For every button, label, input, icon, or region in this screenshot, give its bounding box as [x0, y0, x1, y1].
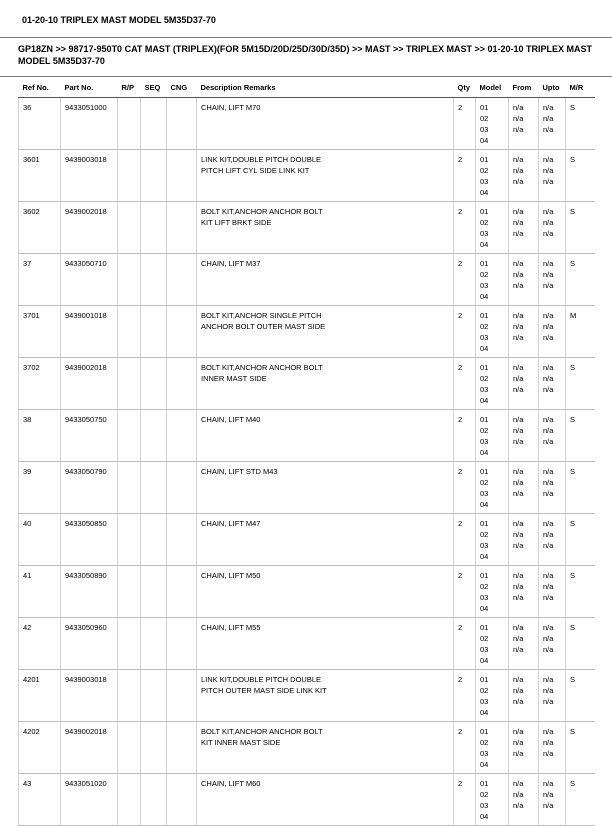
cell-upto: n/a n/a n/a: [539, 462, 566, 514]
cell-model: 01 02 03 04: [476, 566, 509, 618]
cell-model: 01 02 03 04: [476, 150, 509, 202]
cell-cng: [167, 202, 197, 254]
page-title: 01-20-10 TRIPLEX MAST MODEL 5M35D37-70: [22, 15, 216, 25]
cell-cng: [167, 462, 197, 514]
table-row: [19, 150, 595, 202]
table-row: [19, 306, 595, 358]
cell-ref-no: 3702: [19, 358, 61, 410]
cell-cng: [167, 254, 197, 306]
cell-mr: S: [566, 462, 595, 514]
cell-from: n/a n/a n/a: [509, 514, 539, 566]
cell-upto: n/a n/a n/a: [539, 722, 566, 774]
cell-model: 01 02 03 04: [476, 618, 509, 670]
cell-cng: [167, 618, 197, 670]
cell-part-no: 9439001018: [61, 306, 118, 358]
cell-from: n/a n/a n/a: [509, 722, 539, 774]
cell-rp: [118, 98, 141, 150]
cell-ref-no: 3601: [19, 150, 61, 202]
cell-qty: 2: [454, 618, 476, 670]
cell-rp: [118, 722, 141, 774]
cell-upto: n/a n/a n/a: [539, 202, 566, 254]
cell-description: CHAIN, LIFT STD M43: [197, 462, 454, 514]
cell-qty: 2: [454, 202, 476, 254]
cell-description: CHAIN, LIFT M55: [197, 618, 454, 670]
cell-ref-no: 39: [19, 462, 61, 514]
column-header: Qty: [454, 77, 476, 98]
cell-rp: [118, 566, 141, 618]
cell-part-no: 9433050890: [61, 566, 118, 618]
cell-from: n/a n/a n/a: [509, 150, 539, 202]
cell-description: BOLT KIT,ANCHOR ANCHOR BOLT INNER MAST SIDE: [197, 358, 454, 410]
cell-qty: 2: [454, 150, 476, 202]
cell-part-no: 9433050960: [61, 618, 118, 670]
cell-model: 01 02 03 04: [476, 202, 509, 254]
cell-upto: n/a n/a n/a: [539, 98, 566, 150]
cell-qty: 2: [454, 410, 476, 462]
cell-part-no: 9439003018: [61, 670, 118, 722]
cell-ref-no: 43: [19, 774, 61, 826]
table-row: [19, 514, 595, 566]
cell-from: n/a n/a n/a: [509, 774, 539, 826]
cell-ref-no: 42: [19, 618, 61, 670]
cell-ref-no: 4202: [19, 722, 61, 774]
cell-seq: [141, 618, 167, 670]
cell-part-no: 9439002018: [61, 722, 118, 774]
cell-model: 01 02 03 04: [476, 358, 509, 410]
column-header: M/R: [566, 77, 595, 98]
cell-upto: n/a n/a n/a: [539, 254, 566, 306]
cell-rp: [118, 254, 141, 306]
cell-description: CHAIN, LIFT M40: [197, 410, 454, 462]
cell-ref-no: 37: [19, 254, 61, 306]
header-row: [19, 77, 595, 98]
column-header: From: [509, 77, 539, 98]
cell-upto: n/a n/a n/a: [539, 670, 566, 722]
cell-cng: [167, 150, 197, 202]
cell-mr: S: [566, 254, 595, 306]
cell-model: 01 02 03 04: [476, 670, 509, 722]
cell-part-no: 9439002018: [61, 202, 118, 254]
cell-mr: S: [566, 722, 595, 774]
cell-model: 01 02 03 04: [476, 774, 509, 826]
cell-mr: S: [566, 150, 595, 202]
table-row: [19, 566, 595, 618]
cell-cng: [167, 774, 197, 826]
cell-cng: [167, 514, 197, 566]
cell-from: n/a n/a n/a: [509, 306, 539, 358]
cell-ref-no: 3602: [19, 202, 61, 254]
cell-rp: [118, 462, 141, 514]
cell-upto: n/a n/a n/a: [539, 410, 566, 462]
cell-qty: 2: [454, 358, 476, 410]
cell-seq: [141, 410, 167, 462]
cell-seq: [141, 462, 167, 514]
cell-part-no: 9439002018: [61, 358, 118, 410]
table-row: [19, 358, 595, 410]
cell-mr: S: [566, 98, 595, 150]
cell-model: 01 02 03 04: [476, 410, 509, 462]
cell-upto: n/a n/a n/a: [539, 358, 566, 410]
table-row: [19, 202, 595, 254]
cell-part-no: 9433051020: [61, 774, 118, 826]
cell-upto: n/a n/a n/a: [539, 514, 566, 566]
cell-mr: S: [566, 774, 595, 826]
cell-description: CHAIN, LIFT M37: [197, 254, 454, 306]
cell-upto: n/a n/a n/a: [539, 306, 566, 358]
cell-part-no: 9433050790: [61, 462, 118, 514]
cell-part-no: 9433050750: [61, 410, 118, 462]
cell-seq: [141, 566, 167, 618]
cell-description: BOLT KIT,ANCHOR ANCHOR BOLT KIT INNER MAST SIDE: [197, 722, 454, 774]
cell-model: 01 02 03 04: [476, 254, 509, 306]
table-row: [19, 618, 595, 670]
cell-from: n/a n/a n/a: [509, 462, 539, 514]
cell-rp: [118, 774, 141, 826]
cell-mr: S: [566, 202, 595, 254]
cell-ref-no: 40: [19, 514, 61, 566]
cell-from: n/a n/a n/a: [509, 98, 539, 150]
cell-model: 01 02 03 04: [476, 462, 509, 514]
cell-mr: S: [566, 670, 595, 722]
column-header: Part No.: [61, 77, 118, 98]
cell-seq: [141, 254, 167, 306]
cell-qty: 2: [454, 722, 476, 774]
cell-seq: [141, 670, 167, 722]
table-row: [19, 722, 595, 774]
cell-rp: [118, 150, 141, 202]
cell-seq: [141, 306, 167, 358]
cell-qty: 2: [454, 670, 476, 722]
table-row: [19, 98, 595, 150]
cell-cng: [167, 306, 197, 358]
table-row: [19, 670, 595, 722]
column-header: R/P: [118, 77, 141, 98]
cell-seq: [141, 774, 167, 826]
cell-qty: 2: [454, 566, 476, 618]
cell-from: n/a n/a n/a: [509, 618, 539, 670]
cell-description: CHAIN, LIFT M70: [197, 98, 454, 150]
cell-model: 01 02 03 04: [476, 98, 509, 150]
cell-from: n/a n/a n/a: [509, 670, 539, 722]
column-header: CNG: [167, 77, 197, 98]
cell-qty: 2: [454, 462, 476, 514]
cell-from: n/a n/a n/a: [509, 202, 539, 254]
cell-seq: [141, 202, 167, 254]
column-header: Ref No.: [19, 77, 61, 98]
cell-qty: 2: [454, 514, 476, 566]
column-header: Description Remarks: [197, 77, 454, 98]
table-row: [19, 254, 595, 306]
cell-seq: [141, 514, 167, 566]
cell-ref-no: 41: [19, 566, 61, 618]
parts-table-body: [19, 98, 595, 826]
cell-description: CHAIN, LIFT M47: [197, 514, 454, 566]
cell-mr: S: [566, 358, 595, 410]
cell-cng: [167, 98, 197, 150]
cell-part-no: 9433051000: [61, 98, 118, 150]
cell-qty: 2: [454, 306, 476, 358]
cell-mr: M: [566, 306, 595, 358]
cell-upto: n/a n/a n/a: [539, 774, 566, 826]
table-row: [19, 462, 595, 514]
cell-cng: [167, 722, 197, 774]
cell-seq: [141, 358, 167, 410]
cell-description: CHAIN, LIFT M60: [197, 774, 454, 826]
table-row: [19, 410, 595, 462]
cell-rp: [118, 202, 141, 254]
cell-description: BOLT KIT,ANCHOR SINGLE PITCH ANCHOR BOLT OUTER MAST SIDE: [197, 306, 454, 358]
cell-description: CHAIN, LIFT M50: [197, 566, 454, 618]
table-row: [19, 774, 595, 826]
cell-description: BOLT KIT,ANCHOR ANCHOR BOLT KIT LIFT BRKT SIDE: [197, 202, 454, 254]
cell-seq: [141, 722, 167, 774]
cell-upto: n/a n/a n/a: [539, 618, 566, 670]
cell-qty: 2: [454, 98, 476, 150]
cell-ref-no: 38: [19, 410, 61, 462]
cell-cng: [167, 566, 197, 618]
cell-rp: [118, 358, 141, 410]
column-header: Model: [476, 77, 509, 98]
cell-rp: [118, 514, 141, 566]
cell-from: n/a n/a n/a: [509, 410, 539, 462]
cell-rp: [118, 306, 141, 358]
cell-mr: S: [566, 514, 595, 566]
cell-from: n/a n/a n/a: [509, 358, 539, 410]
column-header: SEQ: [141, 77, 167, 98]
cell-description: LINK KIT,DOUBLE PITCH DOUBLE PITCH OUTER MAST SIDE LINK KIT: [197, 670, 454, 722]
parts-table-header: [19, 77, 595, 98]
cell-upto: n/a n/a n/a: [539, 150, 566, 202]
cell-cng: [167, 410, 197, 462]
cell-cng: [167, 670, 197, 722]
cell-part-no: 9433050710: [61, 254, 118, 306]
cell-mr: S: [566, 410, 595, 462]
cell-seq: [141, 98, 167, 150]
cell-qty: 2: [454, 254, 476, 306]
cell-ref-no: 4201: [19, 670, 61, 722]
cell-model: 01 02 03 04: [476, 306, 509, 358]
column-header: Upto: [539, 77, 566, 98]
parts-table: [18, 77, 595, 826]
cell-mr: S: [566, 618, 595, 670]
cell-upto: n/a n/a n/a: [539, 566, 566, 618]
cell-rp: [118, 670, 141, 722]
cell-model: 01 02 03 04: [476, 722, 509, 774]
cell-part-no: 9439003018: [61, 150, 118, 202]
cell-model: 01 02 03 04: [476, 514, 509, 566]
cell-part-no: 9433050850: [61, 514, 118, 566]
cell-ref-no: 3701: [19, 306, 61, 358]
cell-description: LINK KIT,DOUBLE PITCH DOUBLE PITCH LIFT CYL SIDE LINK KIT: [197, 150, 454, 202]
breadcrumb: GP18ZN >> 98717-950T0 CAT MAST (TRIPLEX)(FOR 5M15D/20D/25D/30D/35D) >> MAST >> TRIPLEX MAST >> 01-20-10 TRIPLEX MAST MODEL 5M35D37-70: [18, 44, 593, 66]
cell-rp: [118, 618, 141, 670]
cell-seq: [141, 150, 167, 202]
cell-mr: S: [566, 566, 595, 618]
cell-rp: [118, 410, 141, 462]
cell-from: n/a n/a n/a: [509, 254, 539, 306]
cell-from: n/a n/a n/a: [509, 566, 539, 618]
cell-cng: [167, 358, 197, 410]
cell-qty: 2: [454, 774, 476, 826]
cell-ref-no: 36: [19, 98, 61, 150]
